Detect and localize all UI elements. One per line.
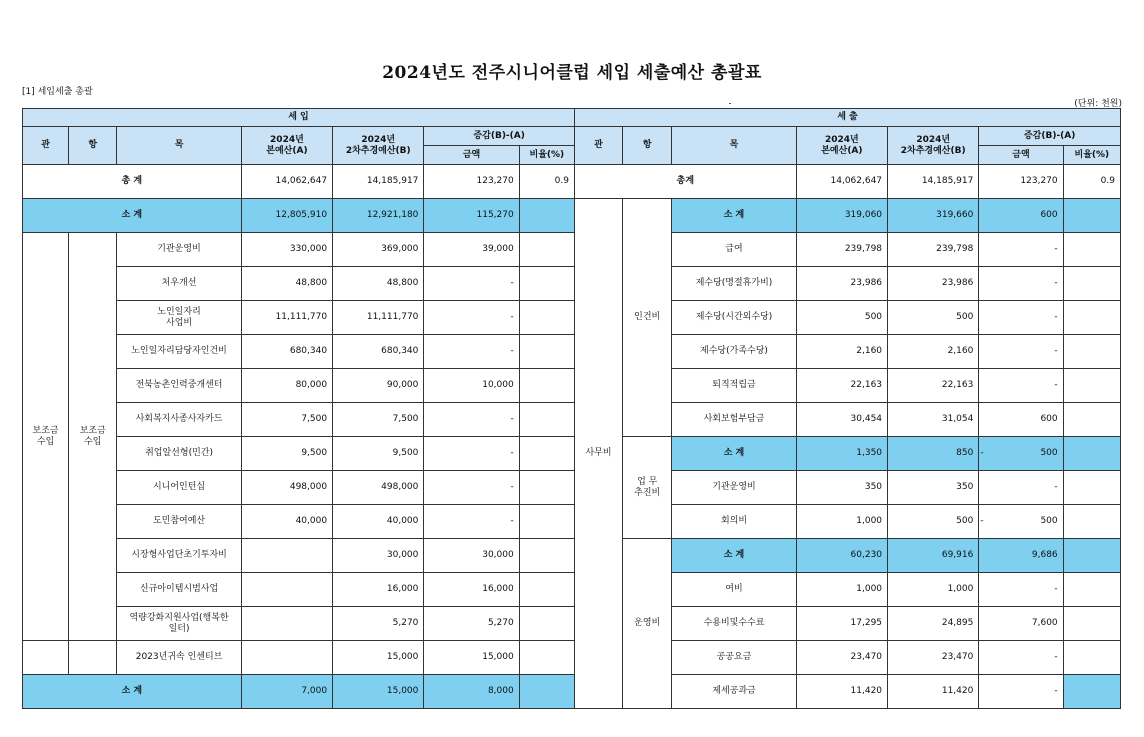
- exp-b: 2,160: [888, 335, 979, 369]
- exp-mok: 회의비: [672, 505, 796, 539]
- rev-ratio: [519, 607, 574, 641]
- exp-ratio: [1063, 301, 1120, 335]
- rev-subtotal2-diff: 8,000: [424, 675, 519, 709]
- exp-a: 23,986: [796, 267, 887, 301]
- rev-ratio: [519, 573, 574, 607]
- rev-ratio: [519, 369, 574, 403]
- total-row: [23, 165, 1121, 199]
- rev-ratio: [519, 301, 574, 335]
- table-row: [23, 233, 1121, 267]
- rev-mok: 기관운영비: [117, 233, 241, 267]
- table-row: [23, 471, 1121, 505]
- exp-a: 239,798: [796, 233, 887, 267]
- rev-diff: 30,000: [424, 539, 519, 573]
- exp-subtotal-personnel-a: 319,060: [796, 199, 887, 233]
- exp-mok: 제수당(가족수당): [672, 335, 796, 369]
- rev-hang-header: 항: [69, 127, 117, 165]
- budget-summary-table: [22, 108, 1121, 709]
- exp-diff: -: [979, 573, 1063, 607]
- exp-b: 24,895: [888, 607, 979, 641]
- exp-b: 22,163: [888, 369, 979, 403]
- exp-b: 23,470: [888, 641, 979, 675]
- exp-ratio: [1063, 233, 1120, 267]
- rev-a: [241, 641, 332, 675]
- rev-a: 80,000: [241, 369, 332, 403]
- exp-budget-main-header: 2024년 본예산(A): [796, 127, 887, 165]
- table-row: [23, 369, 1121, 403]
- exp-total-ratio: 0.9: [1063, 165, 1120, 199]
- table-row: [23, 403, 1121, 437]
- exp-subtotal-operation-diff: 9,686: [979, 539, 1063, 573]
- rev-ratio: [519, 233, 574, 267]
- rev-b: 40,000: [333, 505, 424, 539]
- rev-mok: 노인일자리담당자인건비: [117, 335, 241, 369]
- exp-subtotal-personnel-b: 319,660: [888, 199, 979, 233]
- exp-b: 239,798: [888, 233, 979, 267]
- table-row: [23, 301, 1121, 335]
- exp-diff-header: 증감(B)-(A): [979, 127, 1121, 146]
- exp-total-label: 총계: [574, 165, 796, 199]
- rev-diff-header: 증감(B)-(A): [424, 127, 575, 146]
- rev-mok: 처우개선: [117, 267, 241, 301]
- exp-b: 11,420: [888, 675, 979, 709]
- rev-ratio: [519, 505, 574, 539]
- exp-a: 1,000: [796, 573, 887, 607]
- exp-diff: -: [979, 471, 1063, 505]
- table-row: [23, 539, 1121, 573]
- exp-b: 1,000: [888, 573, 979, 607]
- rev-subtotal1-ratio: [519, 199, 574, 233]
- revenue-header: 세 입: [23, 109, 575, 127]
- rev-diff: 15,000: [424, 641, 519, 675]
- exp-ratio: [1063, 471, 1120, 505]
- exp-a: 1,000: [796, 505, 887, 539]
- exp-mok: 급여: [672, 233, 796, 267]
- rev-a: 680,340: [241, 335, 332, 369]
- rev-budget-main-header: 2024년 본예산(A): [241, 127, 332, 165]
- rev-ratio: [519, 539, 574, 573]
- unit-label: (단위: 천원): [1074, 99, 1122, 109]
- exp-diff: - 500: [979, 505, 1063, 539]
- exp-mok: 공공요금: [672, 641, 796, 675]
- exp-subtotal-personnel-ratio: [1063, 199, 1120, 233]
- rev-b: 5,270: [333, 607, 424, 641]
- rev-ratio: [519, 267, 574, 301]
- rev-gwan-subsidy: 보조금 수입: [23, 233, 69, 641]
- rev-diff: -: [424, 335, 519, 369]
- rev-diff: 5,270: [424, 607, 519, 641]
- rev-a: [241, 607, 332, 641]
- rev-b: 369,000: [333, 233, 424, 267]
- rev-a: 11,111,770: [241, 301, 332, 335]
- rev-diff: -: [424, 301, 519, 335]
- exp-a: 22,163: [796, 369, 887, 403]
- exp-amount-header: 금액: [979, 146, 1063, 165]
- exp-a: 23,470: [796, 641, 887, 675]
- rev-mok: 사회복지사종사자카드: [117, 403, 241, 437]
- exp-total-b: 14,185,917: [888, 165, 979, 199]
- rev-a: 40,000: [241, 505, 332, 539]
- exp-a: 2,160: [796, 335, 887, 369]
- exp-ratio: [1063, 403, 1120, 437]
- rev-subtotal2-b: 15,000: [333, 675, 424, 709]
- rev-mok: 시니어인턴십: [117, 471, 241, 505]
- exp-diff: -: [979, 335, 1063, 369]
- subtotal-row: [23, 199, 1121, 233]
- exp-gwan-office: 사무비: [574, 199, 622, 709]
- rev-a: 9,500: [241, 437, 332, 471]
- exp-ratio: [1063, 641, 1120, 675]
- exp-b: 500: [888, 505, 979, 539]
- rev-gwan-header: 관: [23, 127, 69, 165]
- rev-mok: 취업알선형(민간): [117, 437, 241, 471]
- rev-a: 7,500: [241, 403, 332, 437]
- rev-subtotal1-a: 12,805,910: [241, 199, 332, 233]
- rev-diff: -: [424, 437, 519, 471]
- exp-subtotal-business-a: 1,350: [796, 437, 887, 471]
- exp-gwan-header: 관: [574, 127, 622, 165]
- exp-mok: 퇴직적립금: [672, 369, 796, 403]
- exp-diff: -: [979, 641, 1063, 675]
- exp-hang-business: 업 무 추진비: [623, 437, 672, 539]
- rev-ratio: [519, 403, 574, 437]
- exp-b: 350: [888, 471, 979, 505]
- exp-ratio: [1063, 505, 1120, 539]
- rev-b: 498,000: [333, 471, 424, 505]
- rev-b: 48,800: [333, 267, 424, 301]
- rev-total-a: 14,062,647: [241, 165, 332, 199]
- table-row: [23, 437, 1121, 471]
- exp-hang-personnel: 인건비: [623, 199, 672, 437]
- exp-mok: 기관운영비: [672, 471, 796, 505]
- rev-mok: 도민참여예산: [117, 505, 241, 539]
- exp-diff: -: [979, 301, 1063, 335]
- rev-b: 7,500: [333, 403, 424, 437]
- rev-ratio-header: 비율(%): [519, 146, 574, 165]
- exp-ratio: [1063, 573, 1120, 607]
- rev-b: 11,111,770: [333, 301, 424, 335]
- exp-mok: 제수당(시간외수당): [672, 301, 796, 335]
- section-label: [1] 세입세출 총괄: [22, 87, 93, 97]
- header-row-1: [23, 109, 1121, 127]
- exp-a: 11,420: [796, 675, 887, 709]
- rev-b: 90,000: [333, 369, 424, 403]
- exp-total-a: 14,062,647: [796, 165, 887, 199]
- exp-mok: 사회보험부담금: [672, 403, 796, 437]
- rev-diff: -: [424, 267, 519, 301]
- rev-diff: 16,000: [424, 573, 519, 607]
- exp-ratio: [1063, 607, 1120, 641]
- exp-subtotal-business-ratio: [1063, 437, 1120, 471]
- exp-subtotal-personnel-diff: 600: [979, 199, 1063, 233]
- rev-total-diff: 123,270: [424, 165, 519, 199]
- rev-amount-header: 금액: [424, 146, 519, 165]
- rev-a: 330,000: [241, 233, 332, 267]
- table-row: [23, 641, 1121, 675]
- exp-subtotal-business-b: 850: [888, 437, 979, 471]
- rev-ratio: [519, 335, 574, 369]
- exp-a: 30,454: [796, 403, 887, 437]
- table-row: [23, 675, 1121, 709]
- rev-subtotal2-a: 7,000: [241, 675, 332, 709]
- rev-b: 680,340: [333, 335, 424, 369]
- rev-mok: 시장형사업단초기투자비: [117, 539, 241, 573]
- rev-diff: 39,000: [424, 233, 519, 267]
- exp-mok-header: 목: [672, 127, 796, 165]
- table-row: [23, 573, 1121, 607]
- rev-diff: -: [424, 403, 519, 437]
- exp-subtotal-operation-b: 69,916: [888, 539, 979, 573]
- rev-mok: 역량강화지원사업(행복한 일터): [117, 607, 241, 641]
- exp-total-diff: 123,270: [979, 165, 1063, 199]
- rev-total-b: 14,185,917: [333, 165, 424, 199]
- rev-subtotal1-diff: 115,270: [424, 199, 519, 233]
- header-row-2: [23, 127, 1121, 146]
- rev-a: 498,000: [241, 471, 332, 505]
- scan-mark: [729, 103, 731, 104]
- table-row: [23, 335, 1121, 369]
- rev-mok: 전북농촌인력중개센터: [117, 369, 241, 403]
- exp-subtotal-operation-label: 소 계: [672, 539, 796, 573]
- exp-diff: -: [979, 369, 1063, 403]
- exp-diff: -: [979, 267, 1063, 301]
- rev-b: 9,500: [333, 437, 424, 471]
- table-row: [23, 505, 1121, 539]
- rev-hang-subsidy: 보조금 수입: [69, 233, 117, 641]
- rev-budget-supp-header: 2024년 2차추경예산(B): [333, 127, 424, 165]
- exp-diff: 7,600: [979, 607, 1063, 641]
- exp-a: 350: [796, 471, 887, 505]
- rev-mok: 2023년귀속 인센티브: [117, 641, 241, 675]
- rev-ratio: [519, 437, 574, 471]
- rev-subtotal2-ratio: [519, 675, 574, 709]
- rev-mok: 신규아이템시범사업: [117, 573, 241, 607]
- exp-b: 500: [888, 301, 979, 335]
- rev-a: [241, 539, 332, 573]
- exp-hang-operation: 운영비: [623, 539, 672, 709]
- exp-ratio: [1063, 369, 1120, 403]
- exp-budget-supp-header: 2024년 2차추경예산(B): [888, 127, 979, 165]
- rev-diff: 10,000: [424, 369, 519, 403]
- rev-hang-empty: [69, 641, 117, 675]
- rev-subtotal2-label: 소 계: [23, 675, 242, 709]
- table-row: [23, 267, 1121, 301]
- rev-gwan-empty: [23, 641, 69, 675]
- exp-diff: 600: [979, 403, 1063, 437]
- exp-subtotal-operation-ratio: [1063, 539, 1120, 573]
- exp-ratio: [1063, 267, 1120, 301]
- rev-b: 30,000: [333, 539, 424, 573]
- rev-diff: -: [424, 505, 519, 539]
- rev-diff: -: [424, 471, 519, 505]
- exp-subtotal-operation-a: 60,230: [796, 539, 887, 573]
- rev-a: [241, 573, 332, 607]
- exp-mok: 제수당(명절휴가비): [672, 267, 796, 301]
- rev-total-ratio: 0.9: [519, 165, 574, 199]
- exp-mok: 제세공과금: [672, 675, 796, 709]
- rev-b: 16,000: [333, 573, 424, 607]
- exp-ratio-header: 비율(%): [1063, 146, 1120, 165]
- exp-subtotal-business-diff: - 500: [979, 437, 1063, 471]
- rev-a: 48,800: [241, 267, 332, 301]
- exp-a: 17,295: [796, 607, 887, 641]
- rev-b: 15,000: [333, 641, 424, 675]
- exp-subtotal-personnel-label: 소 계: [672, 199, 796, 233]
- rev-ratio: [519, 471, 574, 505]
- page-title: 2024년도 전주시니어클럽 세입 세출예산 총괄표: [382, 63, 762, 83]
- exp-diff: -: [979, 675, 1063, 709]
- exp-mok: 여비: [672, 573, 796, 607]
- exp-a: 500: [796, 301, 887, 335]
- rev-mok: 노인일자리 사업비: [117, 301, 241, 335]
- rev-ratio: [519, 641, 574, 675]
- exp-mok: 수용비및수수료: [672, 607, 796, 641]
- exp-diff: -: [979, 233, 1063, 267]
- expense-header: 세 출: [574, 109, 1120, 127]
- rev-total-label: 총 계: [23, 165, 242, 199]
- exp-ratio: [1063, 335, 1120, 369]
- exp-subtotal-business-label: 소 계: [672, 437, 796, 471]
- rev-subtotal1-label: 소 계: [23, 199, 242, 233]
- rev-mok-header: 목: [117, 127, 241, 165]
- exp-b: 31,054: [888, 403, 979, 437]
- exp-hang-header: 항: [623, 127, 672, 165]
- table-row: [23, 607, 1121, 641]
- exp-ratio: [1063, 675, 1120, 709]
- exp-b: 23,986: [888, 267, 979, 301]
- rev-subtotal1-b: 12,921,180: [333, 199, 424, 233]
